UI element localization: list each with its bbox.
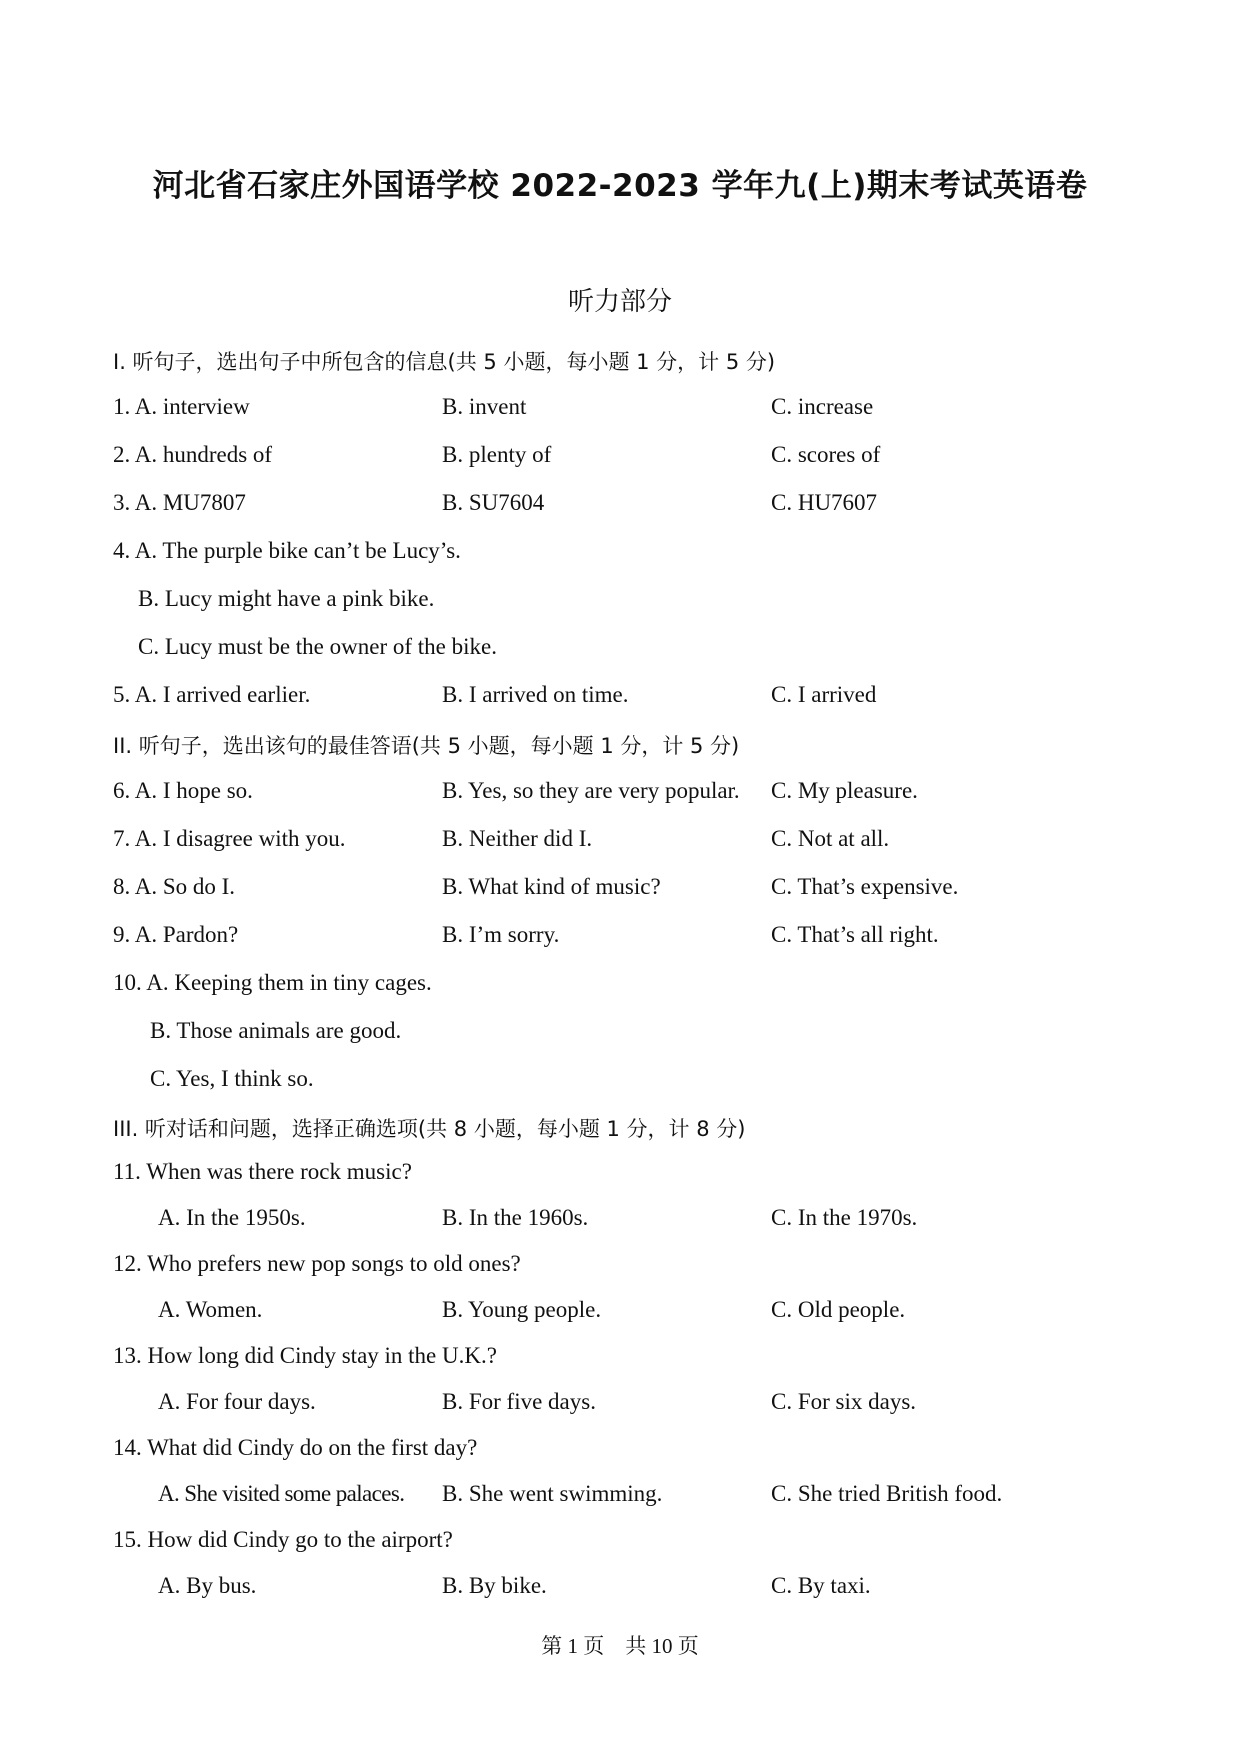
q4-option-a: 4. A. The purple bike can’t be Lucy’s. [113,538,461,563]
q4-option-b: B. Lucy might have a pink bike. [138,586,435,611]
q2-option-b: B. plenty of [442,442,552,467]
q13-question: 13. How long did Cindy stay in the U.K.? [113,1343,497,1368]
q14-question: 14. What did Cindy do on the first day? [113,1435,478,1460]
q3-option-a: 3. A. MU7807 [113,490,246,515]
page-footer: 第 1 页 共 10 页 [541,1634,699,1658]
section-instruction-1: I. 听句子，选出句子中所包含的信息(共 5 小题，每小题 1 分，计 5 分) [113,350,776,374]
q8-option-c: C. That’s expensive. [771,874,959,899]
q9-option-b: B. I’m sorry. [442,922,560,947]
q1-option-c: C. increase [771,394,874,419]
q3-option-b: B. SU7604 [442,490,545,515]
q5-option-b: B. I arrived on time. [442,682,629,707]
q1-option-a: 1. A. interview [113,394,250,419]
q5-option-a: 5. A. I arrived earlier. [113,682,311,707]
q12-option-c: C. Old people. [771,1297,906,1322]
q12-option-b: B. Young people. [442,1297,602,1322]
document-title: 河北省石家庄外国语学校 2022-2023 学年九(上)期末考试英语卷 [152,168,1088,204]
q14-option-a: A. She visited some palaces. [158,1481,405,1506]
q7-option-c: C. Not at all. [771,826,890,851]
q8-option-a: 8. A. So do I. [113,874,236,899]
q6-option-a: 6. A. I hope so. [113,778,253,803]
q15-option-c: C. By taxi. [771,1573,871,1598]
q6-option-c: C. My pleasure. [771,778,918,803]
q11-question: 11. When was there rock music? [113,1159,412,1184]
q11-option-b: B. In the 1960s. [442,1205,589,1230]
q6-option-b: B. Yes, so they are very popular. [442,778,740,803]
q3-option-c: C. HU7607 [771,490,878,515]
q8-option-b: B. What kind of music? [442,874,661,899]
q13-option-c: C. For six days. [771,1389,917,1414]
q10-option-a: 10. A. Keeping them in tiny cages. [113,970,432,995]
q7-option-b: B. Neither did I. [442,826,593,851]
section-heading-listening: 听力部分 [567,287,672,317]
section-instruction-3: III. 听对话和问题，选择正确选项(共 8 小题，每小题 1 分，计 8 分) [113,1117,746,1141]
q14-option-b: B. She went swimming. [442,1481,663,1506]
q11-option-c: C. In the 1970s. [771,1205,918,1230]
q9-option-a: 9. A. Pardon? [113,922,239,947]
section-instruction-2: II. 听句子，选出该句的最佳答语(共 5 小题，每小题 1 分，计 5 分) [113,734,740,758]
q15-option-b: B. By bike. [442,1573,547,1598]
q10-option-b: B. Those animals are good. [150,1018,402,1043]
q12-question: 12. Who prefers new pop songs to old ones? [113,1251,521,1276]
q2-option-c: C. scores of [771,442,881,467]
q9-option-c: C. That’s all right. [771,922,939,947]
q5-option-c: C. I arrived [771,682,877,707]
q2-option-a: 2. A. hundreds of [113,442,273,467]
q13-option-b: B. For five days. [442,1389,596,1414]
q11-option-a: A. In the 1950s. [158,1205,306,1230]
q4-option-c: C. Lucy must be the owner of the bike. [138,634,497,659]
q15-option-a: A. By bus. [158,1573,257,1598]
q1-option-b: B. invent [442,394,527,419]
q10-option-c: C. Yes, I think so. [150,1066,314,1091]
q15-question: 15. How did Cindy go to the airport? [113,1527,453,1552]
q7-option-a: 7. A. I disagree with you. [113,826,346,851]
q12-option-a: A. Women. [158,1297,263,1322]
q14-option-c: C. She tried British food. [771,1481,1003,1506]
q13-option-a: A. For four days. [158,1389,316,1414]
